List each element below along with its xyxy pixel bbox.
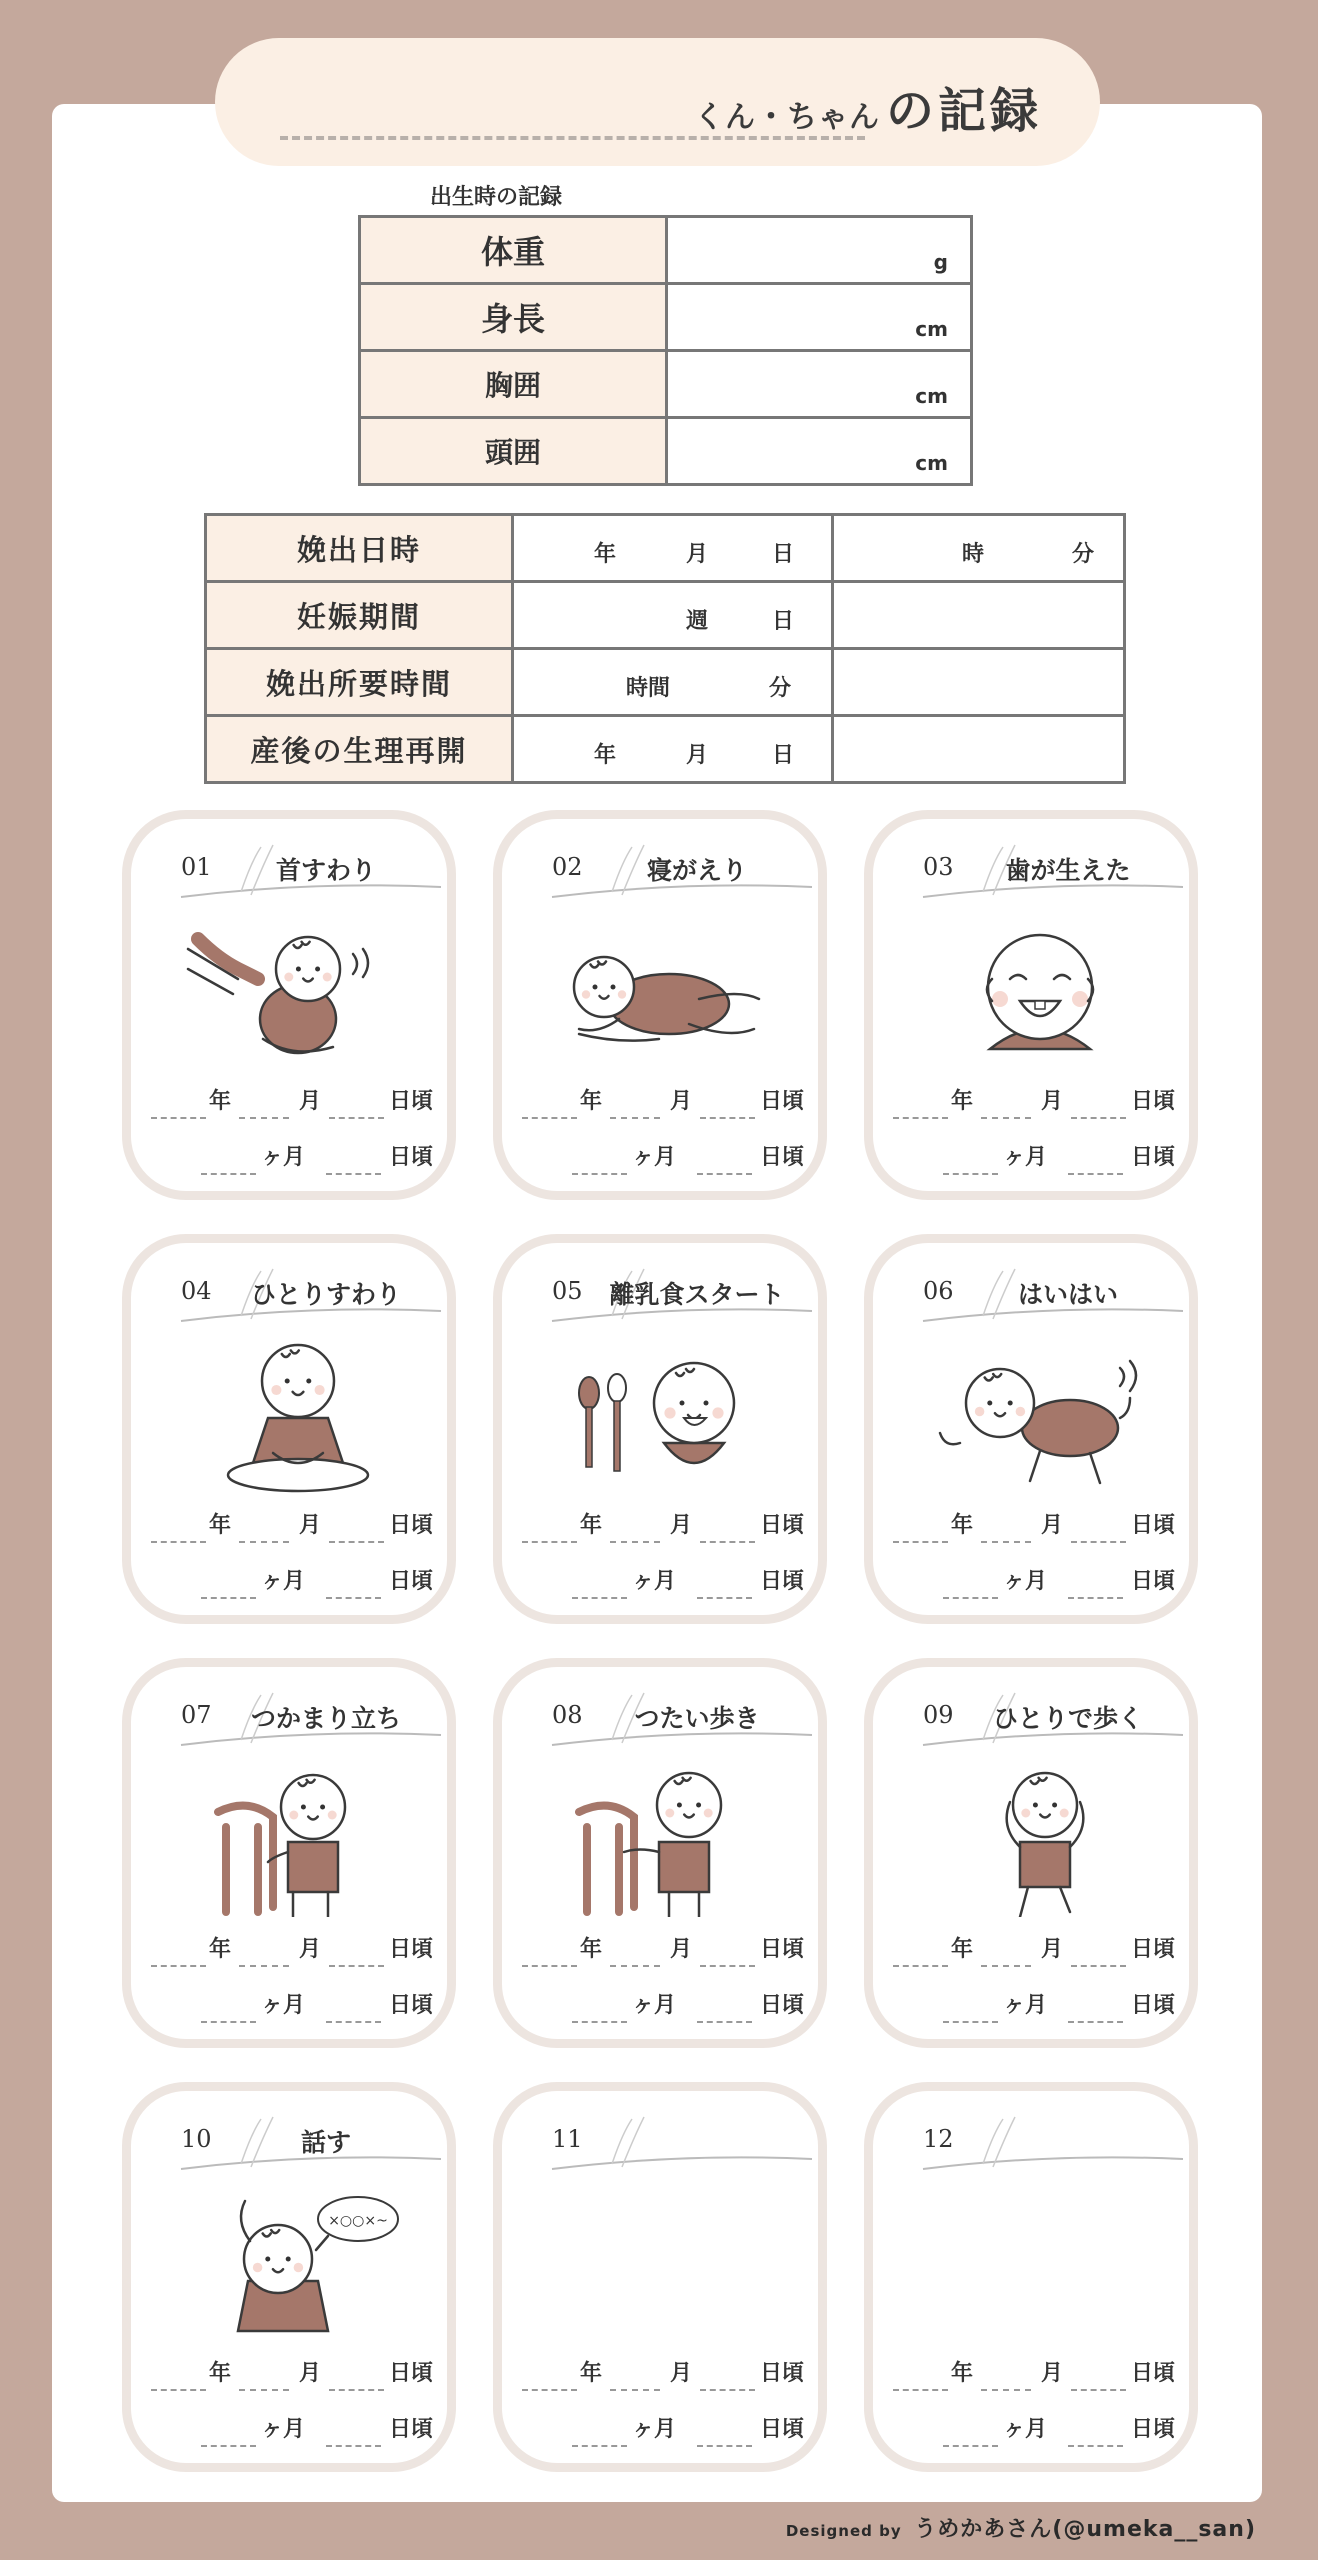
- year-label: 年: [951, 1089, 974, 1114]
- minute-label: 分: [1072, 542, 1095, 567]
- table-row: [206, 649, 1125, 716]
- day-approx-label: 日頃: [760, 1937, 805, 1962]
- baby-walking-illustration: [920, 1757, 1160, 1917]
- day-approx-label: 日頃: [1131, 1569, 1176, 1594]
- milestone-card-09: [864, 1658, 1198, 2048]
- day-approx-label: 日頃: [389, 2417, 434, 2442]
- table-row: [206, 515, 1125, 582]
- delivery-date-field[interactable]: [513, 515, 833, 582]
- year-label: 年: [594, 743, 617, 768]
- months-age-label: ヶ月: [261, 2417, 306, 2442]
- dashed-blank: [1068, 2445, 1123, 2447]
- day-approx-label: 日頃: [1131, 1993, 1176, 2018]
- milestone-title: 離乳食スタート: [609, 1280, 785, 1309]
- baby-crawling-illustration: [920, 1333, 1160, 1493]
- svg-text:×○○×~: ×○○×~: [328, 2213, 388, 2229]
- year-label: 年: [580, 1513, 603, 1538]
- dashed-blank: [943, 1597, 998, 1599]
- weight-label: 体重: [360, 217, 667, 284]
- year-label: 年: [951, 1937, 974, 1962]
- dashed-blank: [151, 2389, 206, 2391]
- dashed-blank: [522, 1117, 577, 1119]
- dashed-blank: [700, 2389, 755, 2391]
- date-line[interactable]: [131, 1081, 447, 1121]
- baby-food-illustration: [549, 1333, 789, 1493]
- footer-credit: [786, 2512, 1256, 2543]
- milestone-title: ひとりすわり: [250, 1280, 401, 1309]
- day-approx-label: 日頃: [760, 1569, 805, 1594]
- swoosh-decoration: [913, 2109, 1193, 2179]
- age-line[interactable]: [873, 1137, 1189, 1177]
- name-field-suffix: くん・ちゃん: [693, 100, 880, 135]
- unit-label: cm: [915, 384, 948, 408]
- date-line[interactable]: [131, 1505, 447, 1545]
- month-label: 月: [1041, 1937, 1064, 1962]
- dashed-blank: [572, 2021, 627, 2023]
- height-field[interactable]: [667, 284, 972, 351]
- dashed-blank: [943, 2445, 998, 2447]
- age-line[interactable]: [502, 1561, 818, 1601]
- date-line[interactable]: [873, 2353, 1189, 2393]
- milestone-number: 03: [923, 853, 954, 881]
- age-line[interactable]: [502, 1985, 818, 2025]
- dashed-blank: [151, 1965, 206, 1967]
- baby-rolling-illustration: [549, 909, 789, 1069]
- age-line[interactable]: [873, 1985, 1189, 2025]
- name-dashed-line: [280, 136, 865, 140]
- day-approx-label: 日頃: [389, 1089, 434, 1114]
- month-label: 月: [670, 2361, 693, 2386]
- milestone-title: ひとりで歩く: [992, 1704, 1143, 1733]
- dashed-blank: [572, 1173, 627, 1175]
- delivery-time-field[interactable]: [833, 515, 1125, 582]
- period-resume-extra-field[interactable]: [833, 716, 1125, 783]
- year-label: 年: [951, 2361, 974, 2386]
- day-label: 日: [772, 743, 795, 768]
- milestone-card-02: [493, 810, 827, 1200]
- year-label: 年: [580, 2361, 603, 2386]
- table-row: [206, 582, 1125, 649]
- milestone-card-11: [493, 2082, 827, 2472]
- month-label: 月: [686, 542, 709, 567]
- month-label: 月: [299, 2361, 322, 2386]
- dashed-blank: [201, 2445, 256, 2447]
- period-resume-label: 産後の生理再開: [206, 716, 513, 783]
- month-label: 月: [670, 1937, 693, 1962]
- unit-label: cm: [915, 317, 948, 341]
- dashed-blank: [943, 2021, 998, 2023]
- dashed-blank: [572, 2445, 627, 2447]
- months-age-label: ヶ月: [1003, 1993, 1048, 2018]
- gestation-label: 妊娠期間: [206, 582, 513, 649]
- day-approx-label: 日頃: [760, 2361, 805, 2386]
- title-banner: [215, 38, 1100, 166]
- chest-label: 胸囲: [360, 351, 667, 418]
- dashed-blank: [697, 2445, 752, 2447]
- dashed-blank: [522, 1541, 577, 1543]
- milestone-title: つたい歩き: [634, 1704, 760, 1733]
- date-line[interactable]: [873, 1505, 1189, 1545]
- milestone-number: 11: [552, 2125, 583, 2153]
- day-approx-label: 日頃: [389, 1145, 434, 1170]
- age-line[interactable]: [873, 2409, 1189, 2449]
- table-row: [360, 217, 972, 284]
- table-row: [360, 284, 972, 351]
- head-label: 頭囲: [360, 418, 667, 485]
- height-label: 身長: [360, 284, 667, 351]
- year-label: 年: [209, 1089, 232, 1114]
- dashed-blank: [981, 1541, 1031, 1543]
- month-label: 月: [670, 1089, 693, 1114]
- dashed-blank: [329, 1117, 384, 1119]
- baby-talking-illustration: [178, 2181, 418, 2341]
- dashed-blank: [981, 1965, 1031, 1967]
- milestone-title: 歯が生えた: [1005, 856, 1131, 885]
- dashed-blank: [697, 1597, 752, 1599]
- year-label: 年: [580, 1937, 603, 1962]
- milestone-number: 06: [923, 1277, 954, 1305]
- month-label: 月: [299, 1089, 322, 1114]
- title-main: の記録: [885, 83, 1042, 139]
- milestone-number: 07: [181, 1701, 212, 1729]
- blank-illustration: [920, 2181, 1160, 2341]
- dashed-blank: [201, 1597, 256, 1599]
- month-label: 月: [686, 743, 709, 768]
- day-approx-label: 日頃: [389, 1513, 434, 1538]
- dashed-blank: [151, 1117, 206, 1119]
- day-approx-label: 日頃: [389, 1569, 434, 1594]
- weight-field[interactable]: [667, 217, 972, 284]
- milestone-card-12: [864, 2082, 1198, 2472]
- period-resume-field[interactable]: [513, 716, 833, 783]
- dashed-blank: [1068, 2021, 1123, 2023]
- baby-neck-hold-illustration: [178, 909, 418, 1069]
- day-approx-label: 日頃: [760, 1089, 805, 1114]
- dashed-blank: [326, 2445, 381, 2447]
- delivery-record-table: [204, 513, 1126, 784]
- blank-illustration: [549, 2181, 789, 2341]
- birth-section-label: 出生時の記録: [430, 185, 563, 210]
- year-label: 年: [209, 1937, 232, 1962]
- baby-sitting-illustration: [178, 1333, 418, 1493]
- months-age-label: ヶ月: [632, 1145, 677, 1170]
- dashed-blank: [700, 1117, 755, 1119]
- day-label: 日: [772, 542, 795, 567]
- dashed-blank: [1071, 2389, 1126, 2391]
- day-approx-label: 日頃: [1131, 2417, 1176, 2442]
- milestone-card-05: [493, 1234, 827, 1624]
- milestone-number: 02: [552, 853, 583, 881]
- dashed-blank: [522, 2389, 577, 2391]
- months-age-label: ヶ月: [261, 1993, 306, 2018]
- months-age-label: ヶ月: [632, 1569, 677, 1594]
- dashed-blank: [239, 1541, 289, 1543]
- day-label: 日: [772, 609, 795, 634]
- dashed-blank: [1071, 1965, 1126, 1967]
- dashed-blank: [610, 1117, 660, 1119]
- milestone-title: つかまり立ち: [250, 1704, 401, 1733]
- dashed-blank: [572, 1597, 627, 1599]
- head-field[interactable]: [667, 418, 972, 485]
- year-label: 年: [580, 1089, 603, 1114]
- age-line[interactable]: [873, 1561, 1189, 1601]
- dashed-blank: [201, 2021, 256, 2023]
- dashed-blank: [239, 1965, 289, 1967]
- months-age-label: ヶ月: [1003, 2417, 1048, 2442]
- baby-teeth-illustration: [920, 909, 1160, 1069]
- day-approx-label: 日頃: [1131, 1937, 1176, 1962]
- unit-label: cm: [915, 451, 948, 475]
- table-row: [360, 351, 972, 418]
- months-age-label: ヶ月: [1003, 1569, 1048, 1594]
- dashed-blank: [522, 1965, 577, 1967]
- day-approx-label: 日頃: [1131, 1513, 1176, 1538]
- page-title: [694, 72, 1042, 141]
- dashed-blank: [239, 2389, 289, 2391]
- date-line[interactable]: [502, 2353, 818, 2393]
- milestone-number: 05: [552, 1277, 583, 1305]
- labor-duration-extra-field[interactable]: [833, 649, 1125, 716]
- date-line[interactable]: [502, 1505, 818, 1545]
- dashed-blank: [1068, 1597, 1123, 1599]
- year-label: 年: [209, 2361, 232, 2386]
- milestone-card-03: [864, 810, 1198, 1200]
- dashed-blank: [329, 1965, 384, 1967]
- dashed-blank: [610, 1965, 660, 1967]
- table-row: [206, 716, 1125, 783]
- milestone-number: 10: [181, 2125, 212, 2153]
- age-line[interactable]: [131, 1561, 447, 1601]
- milestone-card-01: [122, 810, 456, 1200]
- minutes-label: 分: [769, 676, 792, 701]
- age-line[interactable]: [131, 1985, 447, 2025]
- month-label: 月: [299, 1513, 322, 1538]
- dashed-blank: [893, 1965, 948, 1967]
- gestation-extra-field[interactable]: [833, 582, 1125, 649]
- day-approx-label: 日頃: [760, 2417, 805, 2442]
- table-row: [360, 418, 972, 485]
- dashed-blank: [1071, 1117, 1126, 1119]
- milestone-number: 01: [181, 853, 212, 881]
- day-approx-label: 日頃: [1131, 2361, 1176, 2386]
- date-line[interactable]: [131, 2353, 447, 2393]
- age-line[interactable]: [502, 2409, 818, 2449]
- dashed-blank: [326, 1597, 381, 1599]
- dashed-blank: [610, 2389, 660, 2391]
- milestone-card-04: [122, 1234, 456, 1624]
- dashed-blank: [700, 1965, 755, 1967]
- day-approx-label: 日頃: [389, 2361, 434, 2386]
- milestone-title: 首すわり: [275, 856, 376, 885]
- dashed-blank: [943, 1173, 998, 1175]
- milestone-card-07: [122, 1658, 456, 2048]
- milestone-card-10: [122, 2082, 456, 2472]
- day-approx-label: 日頃: [1131, 1145, 1176, 1170]
- milestone-title: はいはい: [1017, 1280, 1118, 1309]
- age-line[interactable]: [502, 1137, 818, 1177]
- baby-pulling-up-illustration: [178, 1757, 418, 1917]
- baby-cruising-illustration: [549, 1757, 789, 1917]
- dashed-blank: [239, 1117, 289, 1119]
- dashed-blank: [1071, 1541, 1126, 1543]
- date-line[interactable]: [502, 1081, 818, 1121]
- day-approx-label: 日頃: [1131, 1089, 1176, 1114]
- months-age-label: ヶ月: [632, 1993, 677, 2018]
- milestone-number: 04: [181, 1277, 212, 1305]
- age-line[interactable]: [131, 2409, 447, 2449]
- labor-duration-field[interactable]: [513, 649, 833, 716]
- milestone-title: 寝がえり: [646, 856, 747, 885]
- dashed-blank: [610, 1541, 660, 1543]
- dashed-blank: [893, 1541, 948, 1543]
- dashed-blank: [893, 2389, 948, 2391]
- date-line[interactable]: [873, 1081, 1189, 1121]
- year-label: 年: [951, 1513, 974, 1538]
- unit-label: g: [933, 250, 948, 274]
- day-approx-label: 日頃: [760, 1993, 805, 2018]
- labor-duration-label: 娩出所要時間: [206, 649, 513, 716]
- dashed-blank: [326, 1173, 381, 1175]
- milestone-number: 12: [923, 2125, 954, 2153]
- dashed-blank: [1068, 1173, 1123, 1175]
- date-line[interactable]: [131, 1929, 447, 1969]
- month-label: 月: [1041, 2361, 1064, 2386]
- week-label: 週: [686, 609, 709, 634]
- year-label: 年: [209, 1513, 232, 1538]
- months-age-label: ヶ月: [1003, 1145, 1048, 1170]
- hours-label: 時間: [626, 676, 671, 701]
- dashed-blank: [697, 2021, 752, 2023]
- date-line[interactable]: [502, 1929, 818, 1969]
- day-approx-label: 日頃: [760, 1145, 805, 1170]
- months-age-label: ヶ月: [261, 1145, 306, 1170]
- month-label: 月: [299, 1937, 322, 1962]
- milestone-card-06: [864, 1234, 1198, 1624]
- milestone-title: 話す: [300, 2128, 351, 2157]
- birth-record-table: [358, 215, 973, 486]
- dashed-blank: [981, 2389, 1031, 2391]
- chest-field[interactable]: [667, 351, 972, 418]
- dashed-blank: [151, 1541, 206, 1543]
- milestone-number: 09: [923, 1701, 954, 1729]
- month-label: 月: [1041, 1089, 1064, 1114]
- months-age-label: ヶ月: [261, 1569, 306, 1594]
- day-approx-label: 日頃: [389, 1993, 434, 2018]
- dashed-blank: [981, 1117, 1031, 1119]
- dashed-blank: [700, 1541, 755, 1543]
- dashed-blank: [329, 2389, 384, 2391]
- hour-label: 時: [962, 542, 985, 567]
- dashed-blank: [329, 1541, 384, 1543]
- milestone-number: 08: [552, 1701, 583, 1729]
- designer-handle: うめかあさん(@umeka__san): [914, 2517, 1256, 2542]
- dashed-blank: [893, 1117, 948, 1119]
- month-label: 月: [670, 1513, 693, 1538]
- milestone-card-08: [493, 1658, 827, 2048]
- months-age-label: ヶ月: [632, 2417, 677, 2442]
- month-label: 月: [1041, 1513, 1064, 1538]
- age-line[interactable]: [131, 1137, 447, 1177]
- date-line[interactable]: [873, 1929, 1189, 1969]
- swoosh-decoration: [542, 2109, 822, 2179]
- dashed-blank: [326, 2021, 381, 2023]
- gestation-field[interactable]: [513, 582, 833, 649]
- designed-by-label: Designed by: [785, 2522, 902, 2540]
- day-approx-label: 日頃: [760, 1513, 805, 1538]
- year-label: 年: [594, 542, 617, 567]
- dashed-blank: [201, 1173, 256, 1175]
- delivery-datetime-label: 娩出日時: [206, 515, 513, 582]
- dashed-blank: [697, 1173, 752, 1175]
- day-approx-label: 日頃: [389, 1937, 434, 1962]
